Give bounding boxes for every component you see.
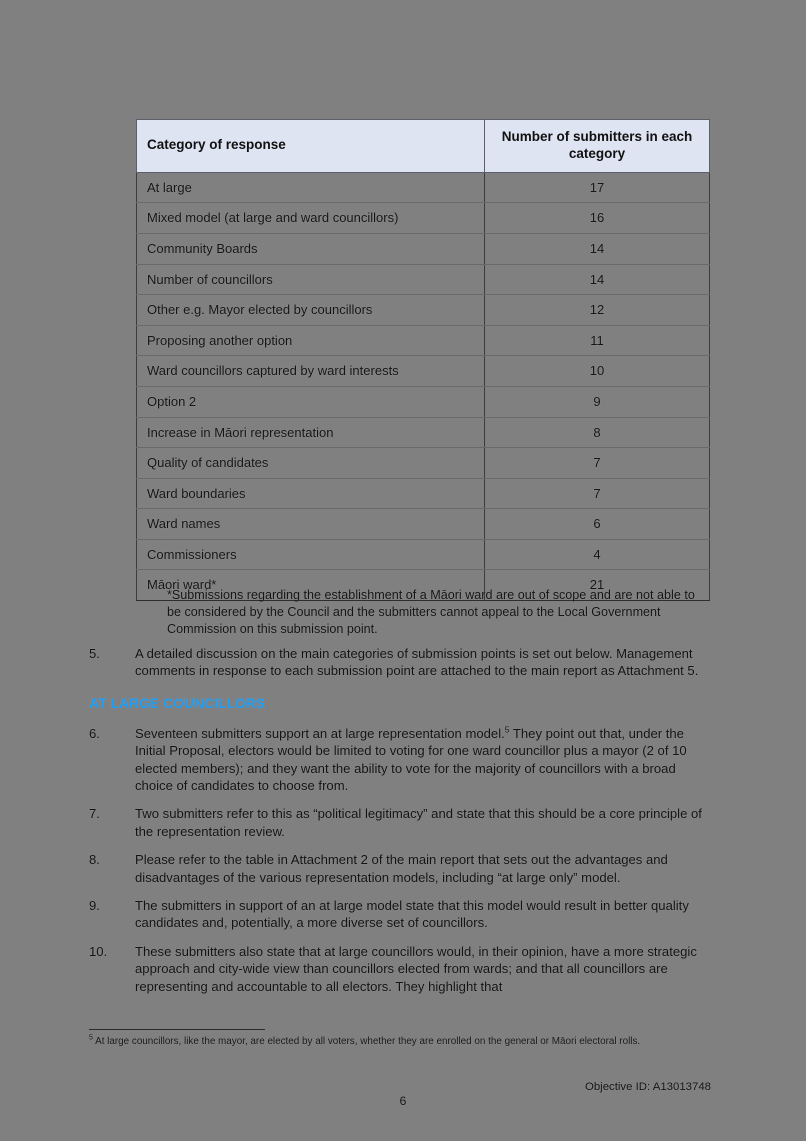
paragraph-text: A detailed discussion on the main categories of submission points is set out below. Management comments in response to each submission point are attached to the main report as Attachment 5. xyxy=(135,646,699,679)
table-row xyxy=(137,325,710,356)
cell-category: Ward names xyxy=(137,509,485,540)
cell-category: Increase in Māori representation xyxy=(137,417,485,448)
cell-category: At large xyxy=(137,172,485,203)
cell-category: Mixed model (at large and ward councillors) xyxy=(137,203,485,234)
column-header-category: Category of response xyxy=(137,120,485,173)
table-row xyxy=(137,478,710,509)
footnote-reference-marker[interactable]: 5 xyxy=(504,724,510,735)
paragraph-6 xyxy=(89,725,709,795)
table-footnote: *Submissions regarding the establishment of a Māori ward are out of scope and are not able to be considered by the Council and the submitters cannot appeal to the Local Government Commission on this submission point. xyxy=(167,588,695,636)
response-category-table-container xyxy=(136,119,709,601)
table-body xyxy=(137,172,710,600)
table-header-row xyxy=(137,120,710,173)
paragraph-number: 6. xyxy=(89,725,100,741)
cell-count: 9 xyxy=(485,386,710,417)
cell-count: 16 xyxy=(485,203,710,234)
paragraph-number: 7. xyxy=(89,806,100,822)
cell-count: 14 xyxy=(485,233,710,264)
cell-category: Ward councillors captured by ward interests xyxy=(137,356,485,387)
table-row xyxy=(137,386,710,417)
footnote-separator-rule xyxy=(89,1029,265,1030)
cell-category: Ward boundaries xyxy=(137,478,485,509)
cell-count: 10 xyxy=(485,356,710,387)
column-header-count: Number of submitters in each category xyxy=(485,120,710,173)
paragraph-7 xyxy=(89,805,709,840)
objective-id-label: Objective ID: A13013748 xyxy=(584,1081,711,1093)
table-row xyxy=(137,356,710,387)
cell-count: 7 xyxy=(485,448,710,479)
paragraph-number: 8. xyxy=(89,852,100,868)
paragraph-8 xyxy=(89,851,709,886)
paragraph-number: 10. xyxy=(89,943,108,959)
cell-category: Commissioners xyxy=(137,539,485,570)
cell-category: Māori ward* xyxy=(137,570,485,601)
paragraph-text-after-footnote: They point out that, under the Initial Proposal, electors would be limited to voting for one ward councillor plus a mayor (2 of 10 elected members); and they want the ability to vote for the majority of councillors with a broad choice of candidates to choose from. xyxy=(135,725,687,794)
cell-category: Proposing another option xyxy=(137,325,485,356)
table-row xyxy=(137,295,710,326)
response-category-table xyxy=(136,119,710,601)
cell-category: Other e.g. Mayor elected by councillors xyxy=(137,295,485,326)
paragraph-10 xyxy=(89,943,709,995)
table-row xyxy=(137,417,710,448)
cell-count: 7 xyxy=(485,478,710,509)
cell-count: 8 xyxy=(485,417,710,448)
cell-count: 21 xyxy=(485,570,710,601)
paragraph-text: Please refer to the table in Attachment 2 of the main report that sets out the advantages and disadvantages of the various representation models, including “at large only” model. xyxy=(135,852,668,885)
body-content xyxy=(89,645,709,1006)
paragraph-number: 9. xyxy=(89,898,100,914)
table-row xyxy=(137,203,710,234)
paragraph-text xyxy=(135,725,709,795)
paragraph-number: 5. xyxy=(89,646,100,661)
paragraph-9 xyxy=(89,897,709,932)
cell-count: 4 xyxy=(485,539,710,570)
cell-category: Option 2 xyxy=(137,386,485,417)
cell-count: 12 xyxy=(485,295,710,326)
paragraph-5 xyxy=(89,645,709,680)
cell-category: Community Boards xyxy=(137,233,485,264)
table-row xyxy=(137,448,710,479)
footnote-number: 5 xyxy=(89,1034,93,1042)
cell-count: 14 xyxy=(485,264,710,295)
section-heading-at-large-councillors: AT LARGE COUNCILLORS xyxy=(89,695,265,711)
footnote-text: At large councillors, like the mayor, are elected by all voters, whether they are enrolled on the general or Māori electoral rolls. xyxy=(92,1036,641,1047)
cell-category: Quality of candidates xyxy=(137,448,485,479)
cell-count: 17 xyxy=(485,172,710,203)
table-row xyxy=(137,509,710,540)
page-footnote xyxy=(89,1035,711,1048)
page-number: 6 xyxy=(399,1094,407,1108)
cell-count: 11 xyxy=(485,325,710,356)
cell-category: Number of councillors xyxy=(137,264,485,295)
cell-count: 6 xyxy=(485,509,710,540)
table-row xyxy=(137,233,710,264)
table-row xyxy=(137,539,710,570)
paragraph-text: The submitters in support of an at large model state that this model would result in better quality candidates and, potentially, a more diverse set of councillors. xyxy=(135,898,689,931)
paragraph-text: Two submitters refer to this as “political legitimacy” and state that this should be a core principle of the representation review. xyxy=(135,806,702,839)
paragraph-text: These submitters also state that at large councillors would, in their opinion, have a more strategic approach and city-wide view than councillors elected from wards; and that all councillors are representing and accountable to all electors. They highlight that xyxy=(135,943,697,994)
table-row xyxy=(137,264,710,295)
table-row xyxy=(137,172,710,203)
paragraph-text-before-footnote: Seventeen submitters support an at large representation model. xyxy=(135,725,505,741)
